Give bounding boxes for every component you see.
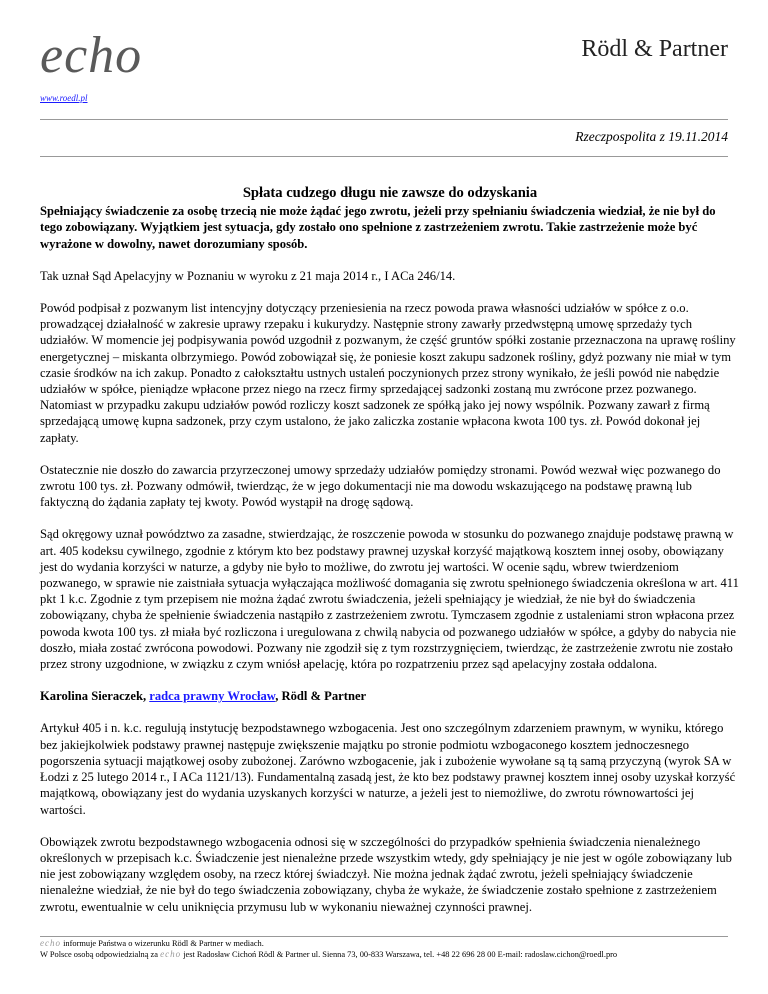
paragraph-3: Ostatecznie nie doszło do zawarcia przyrzeczonej umowy sprzedaży udziałów pomiędzy stronami. Powód wezwał więc pozwanego do zwrotu 100 tys. zł. Pozwany odmówił, twierdząc, że w jego dokumentacji nie ma dowodu wskazującego na podstawę prawną lub faktyczną do żądania zapłaty tej kwoty. Powód wystąpił na drogę sądową.: [40, 462, 721, 510]
paragraph-6: Obowiązek zwrotu bezpodstawnego wzbogacenia odnosi się w szczególności do przypadków spełnienia świadczenia nienależnego określonych w przepisach k.c. Świadczenie jest nienależne przede wszystkim wtedy, gdy spełniający je nie jest w ogóle zobowiązany lub nie jest zobowiązany względem osoby, na rzecz której świadczył. Nie można jednak żądać zwrotu, jeżeli spełniający świadczenie nienależne wiedział, że nie był do tego świadczenia zobowiązany, chyba że wykaże, że świadczenie zostało spełnione z zastrzeżeniem zwrotu, ewentualnie w celu uniknięcia przymusu lub w wykonaniu nieważnej czynności prawnej.: [40, 834, 732, 914]
website-link[interactable]: www.roedl.pl: [40, 93, 88, 103]
paragraph-4: Sąd okręgowy uznał powództwo za zasadne, stwierdzając, że roszczenie powoda w stosunku do pozwanego znajduje podstawę prawną w art. 405 kodeksu cywilnego, zgodnie z którym kto bez podstawy prawnej uzyskał korzyść majątkową kosztem innej osoby, obowiązany jest do wydania korzyści w naturze, a gdyby nie było to możliwe, do zwrotu jej wartości. W ocenie sądu, wbrew twierdzeniom pozwanego, w sprawie nie zaistniała sytuacja wyłączająca możliwość domagania się zwrotu spełnionego świadczenia określona w art. 411 pkt 1 k.c. Zgodnie z tym przepisem nie można żądać zwrotu świadczenia, jeżeli spełniający je wiedział, że nie był do świadczenia zobowiązany, chyba że spełnienie świadczenia nastąpiło z zastrzeżeniem zwrotu. Tymczasem zgodnie z ustaleniami stron wpłacona przez powoda kwota 100 tys. zł miała być rozliczona i uregulowana z chwilą nabycia od pozwanego udziałów w spółce, a gdyby do nabycia nie doszło, miała zostać zwrócona powodowi. Pozwany nie zgodził się z tym rozstrzygnięciem, twierdząc, że zastrzeżenie zwrotu nie zostało przez strony uzgodnione, w związku z czym wniósł apelację, która po rozpatrzeniu przez sąd apelacyjny została oddalona.: [40, 527, 739, 672]
article-lead: Spełniający świadczenie za osobę trzecią nie może żądać jego zwrotu, jeżeli przy spełnianiu świadczenia wiedział, że nie był do tego zobowiązany. Wyjątkiem jest sytuacja, gdy zostało ono spełnione z zastrzeżeniem zwrotu. Takie zastrzeżenie może być wyrażone w dowolny, nawet dorozumiany sposób.: [40, 204, 716, 251]
source-date: Rzeczpospolita z 19.11.2014: [575, 129, 728, 144]
author-line: [40, 688, 740, 704]
article: [40, 185, 740, 931]
footer-text-1: informuje Państwa o wizerunku Rödl & Partner w mediach.: [61, 939, 264, 948]
paragraph-1: Tak uznał Sąd Apelacyjny w Poznaniu w wyroku z 21 maja 2014 r., I ACa 246/14.: [40, 268, 456, 283]
author-firm: , Rödl & Partner: [275, 689, 367, 704]
source-divider: [40, 156, 728, 157]
firm-logo: Rödl & Partner: [581, 36, 728, 62]
footer: [40, 938, 740, 960]
footer-echo-1: echo: [40, 938, 61, 948]
author-link[interactable]: radca prawny Wrocław: [149, 689, 276, 704]
footer-text-2b: jest Radosław Cichoń Rödl & Partner ul. Sienna 73, 00-833 Warszawa, tel. +48 22 696 28 00 E-mail: radoslaw.cichon@roedl.pro: [181, 950, 618, 959]
echo-logo: echo: [40, 27, 143, 84]
footer-text-2a: W Polsce osobą odpowiedzialną za: [40, 950, 161, 959]
article-title: Spłata cudzego długu nie zawsze do odzyskania: [242, 185, 538, 201]
footer-divider: [40, 936, 728, 937]
author-name: Karolina Sieraczek,: [40, 689, 150, 704]
footer-line-1: [40, 938, 740, 949]
footer-echo-2: echo: [160, 949, 182, 959]
paragraph-2: Powód podpisał z pozwanym list intencyjny dotyczący przeniesienia na rzecz powoda prawa własności udziałów w spółce z o.o. prowadzącej działalność w zakresie uprawy rzepaku i kukurydzy. Następnie strony zawarły przedwstępną umowę sprzedaży tych udziałów. W momencie jej podpisywania powód uzgodnił z pozwanym, że część gruntów spółki zostanie przeznaczona na uprawę rośliny energetycznej – miskanta olbrzymiego. Powód zobowiązał się, że poniesie koszt zakupu sadzonek rośliny, gdyż pozwany nie miał w tym czasie środków na ich zakup. Ponadto z całokształtu ustnych ustaleń poczynionych przez strony wynikało, że jeśli powód nie nabędzie udziałów w spółce, pieniądze wpłacone przez niego na rzecz firmy sprzedającej sadzonki zostaną mu zwrócone przez pozwanego. Natomiast w przypadku zakupu udziałów powód rozliczy koszt sadzonek ze spółką jako jej nowy wspólnik. Pozwany zawarł z firmą sprzedającą umowę kupna sadzonek, przy czym ustalono, że jako zaliczka zostanie wpłacona kwota 100 tys. zł. Powód dokonał jej zapłaty.: [40, 301, 736, 445]
paragraph-5: Artykuł 405 i n. k.c. regulują instytucję bezpodstawnego wzbogacenia. Jest ono szczególnym zdarzeniem prawnym, w wyniku, którego bez jakiejkolwiek podstawy prawnej następuje zwiększenie majątku po stronie podmiotu wzbogaconego kosztem jednoczesnego pogorszenia sytuacji majątkowej osoby zubożonej. Zarówno wzbogacenie, jak i zubożenie wywołane są tą samą przyczyną (wyrok SA w Łodzi z 25 lutego 2014 r., I ACa 1121/13). Fundamentalną zasadą jest, że kto bez podstawy prawnej kosztem innej osoby uzyskał korzyść majątkową, obowiązany jest do wydania uzyskanych korzyści w naturze, a jeżeli jest to niemożliwe, do zwrotu równowartości jej wartości.: [40, 721, 736, 817]
top-divider: [40, 119, 728, 120]
footer-line-2: [40, 949, 740, 960]
